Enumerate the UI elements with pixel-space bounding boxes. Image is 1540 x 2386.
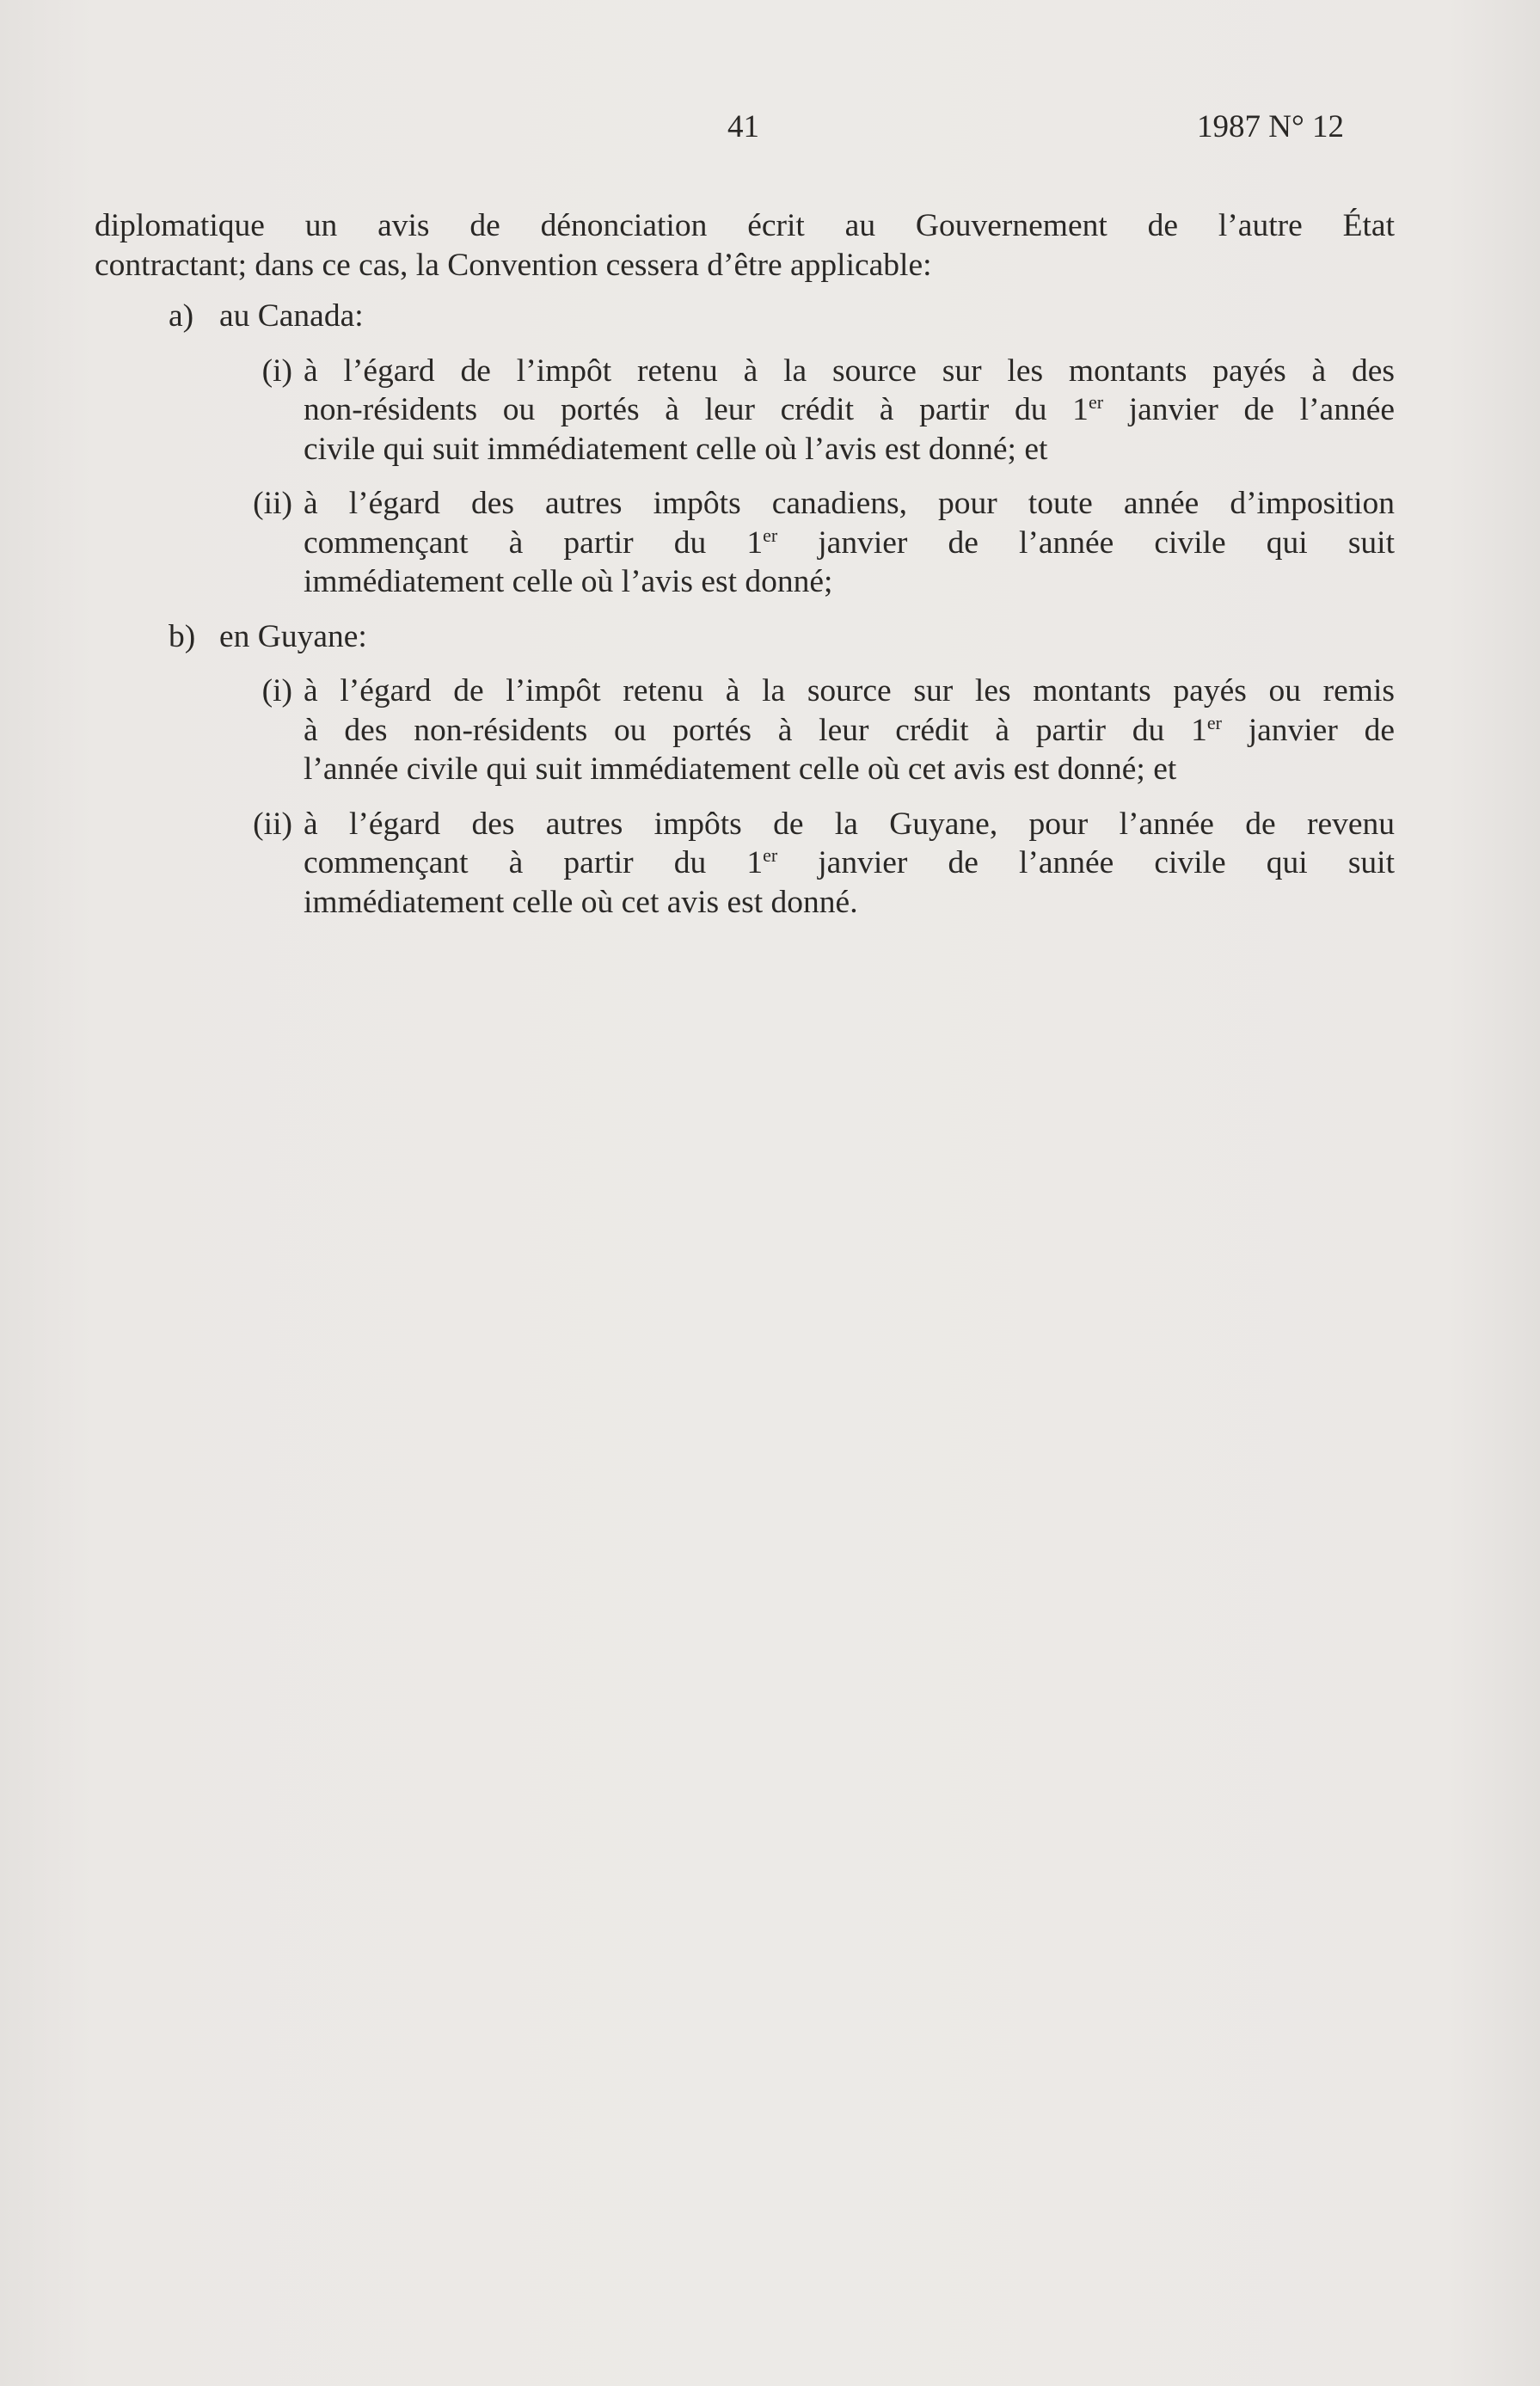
item-line: à l’égard de l’impôt retenu à la source sur les montants payés à des: [304, 353, 1395, 389]
item-line: commençant à partir du 1er janvier de l’année civile qui suit: [304, 844, 1395, 880]
section-b-heading: en Guyane:: [219, 618, 367, 654]
section-a-item-ii: [95, 484, 1395, 602]
item-line: commençant à partir du 1er janvier de l’année civile qui suit: [304, 524, 1395, 561]
item-line: immédiatement celle où l’avis est donné;: [304, 564, 833, 599]
intro-line-1: diplomatique un avis de dénonciation écrit au Gouvernement de l’autre État: [95, 208, 1395, 243]
item-line: l’année civile qui suit immédiatement celle où cet avis est donné; et: [304, 751, 1177, 787]
section-b-item-ii: [95, 805, 1395, 923]
section-b-item-i: [95, 672, 1395, 789]
intro-line-2: contractant; dans ce cas, la Convention cessera d’être applicable:: [95, 247, 932, 283]
section-a: [95, 297, 1395, 336]
item-line: civile qui suit immédiatement celle où l’avis est donné; et: [304, 431, 1048, 467]
item-label: (i): [261, 673, 292, 708]
item-label: (ii): [253, 486, 292, 521]
item-line: à l’égard de l’impôt retenu à la source sur les montants payés ou remis: [304, 673, 1395, 708]
item-label: (i): [261, 353, 292, 389]
item-line: à l’égard des autres impôts canadiens, pour toute année d’imposition: [304, 486, 1395, 521]
section-a-heading: au Canada:: [219, 298, 364, 334]
document-reference: 1987 N° 12: [1197, 109, 1345, 144]
item-line: à l’égard des autres impôts de la Guyane, pour l’année de revenu: [304, 806, 1395, 842]
section-a-label: a): [169, 298, 194, 334]
item-label: (ii): [253, 806, 292, 842]
section-b: [95, 617, 1395, 657]
section-b-label: b): [169, 618, 196, 654]
item-line: non-résidents ou portés à leur crédit à partir du 1er janvier de l’année: [304, 391, 1395, 427]
section-a-item-i: [95, 352, 1395, 469]
page-number: 41: [727, 109, 759, 144]
item-line: immédiatement celle où cet avis est donné.: [304, 884, 858, 920]
item-line: à des non-résidents ou portés à leur crédit à partir du 1er janvier de: [304, 711, 1395, 748]
document-body: [95, 206, 1395, 937]
